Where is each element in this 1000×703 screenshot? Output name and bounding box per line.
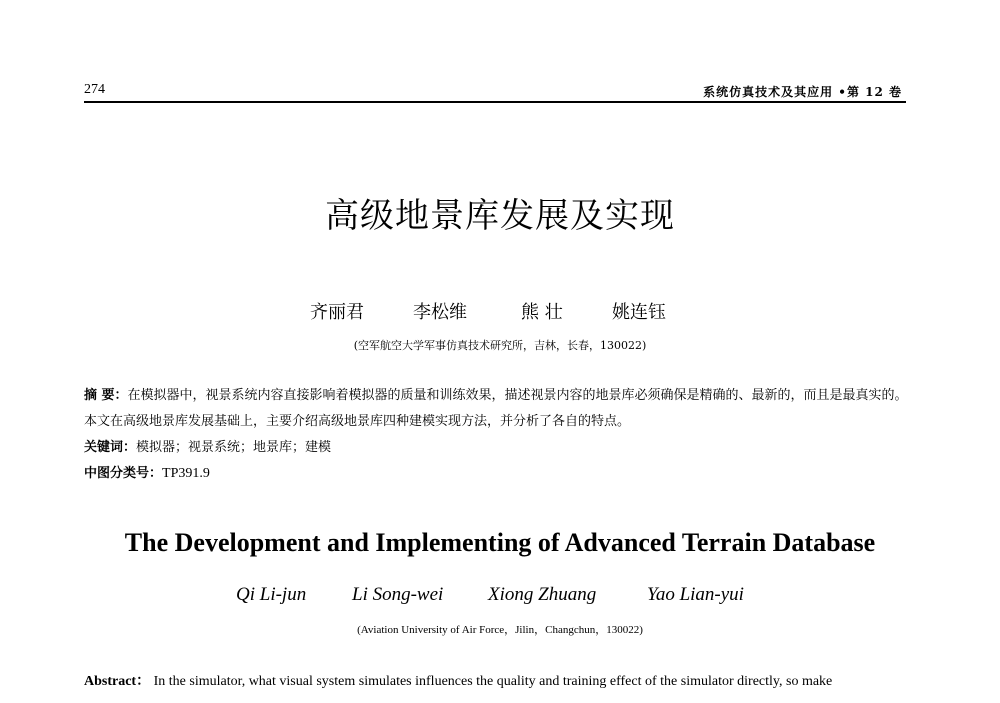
chinese-classification — [84, 462, 210, 482]
english-abstract-text: In the simulator, what visual system simulates influences the quality and training effect of the simulator directly, so make — [153, 674, 833, 689]
english-affiliation: (Aviation University of Air Force，Jilin，Changchun，130022) — [357, 624, 643, 636]
chinese-author-1: 齐丽君 — [310, 302, 364, 323]
english-author-3: Xiong Zhuang — [488, 584, 597, 605]
english-author-2: Li Song-wei — [352, 584, 444, 605]
classification-value: TP391.9 — [162, 466, 210, 481]
english-abstract-label: Abstract： — [84, 674, 151, 689]
english-author-4: Yao Lian-yui — [647, 584, 744, 605]
running-header — [84, 80, 906, 102]
chinese-author-4: 姚连钰 — [612, 302, 666, 323]
chinese-author-3: 熊 壮 — [521, 302, 563, 323]
chinese-keywords-label: 关键词： — [84, 440, 137, 455]
english-author-1: Qi Li-jun — [236, 584, 307, 605]
chinese-affiliation: (空军航空大学军事仿真技术研究所，吉林，长春，130022) — [353, 339, 647, 352]
journal-name: 系统仿真技术及其应用 •第 12 卷 — [703, 85, 902, 99]
chinese-author-2: 李松维 — [413, 302, 467, 323]
english-abstract — [84, 670, 914, 694]
chinese-keywords — [84, 436, 331, 455]
english-title: The Development and Implementing of Advanced Terrain Database — [124, 528, 876, 557]
chinese-title: 高级地景库发展及实现 — [325, 196, 675, 236]
header-rule — [84, 101, 906, 103]
english-authors — [0, 584, 1000, 612]
classification-label: 中图分类号： — [84, 466, 163, 481]
chinese-keywords-text: 模拟器；视景系统；地景库；建模 — [136, 440, 332, 455]
chinese-abstract-label: 摘 要： — [84, 388, 128, 403]
chinese-abstract-text: 在模拟器中，视景系统内容直接影响着模拟器的质量和训练效果，描述视景内容的地景库必须确保是精确的、最新的，而且是最真实的。本文在高级地景库发展基础上，主要介绍高级地景库四种建模实现方法，并分析了各自的特点。 — [84, 388, 908, 429]
chinese-abstract — [84, 383, 914, 435]
page-number: 274 — [84, 82, 105, 97]
